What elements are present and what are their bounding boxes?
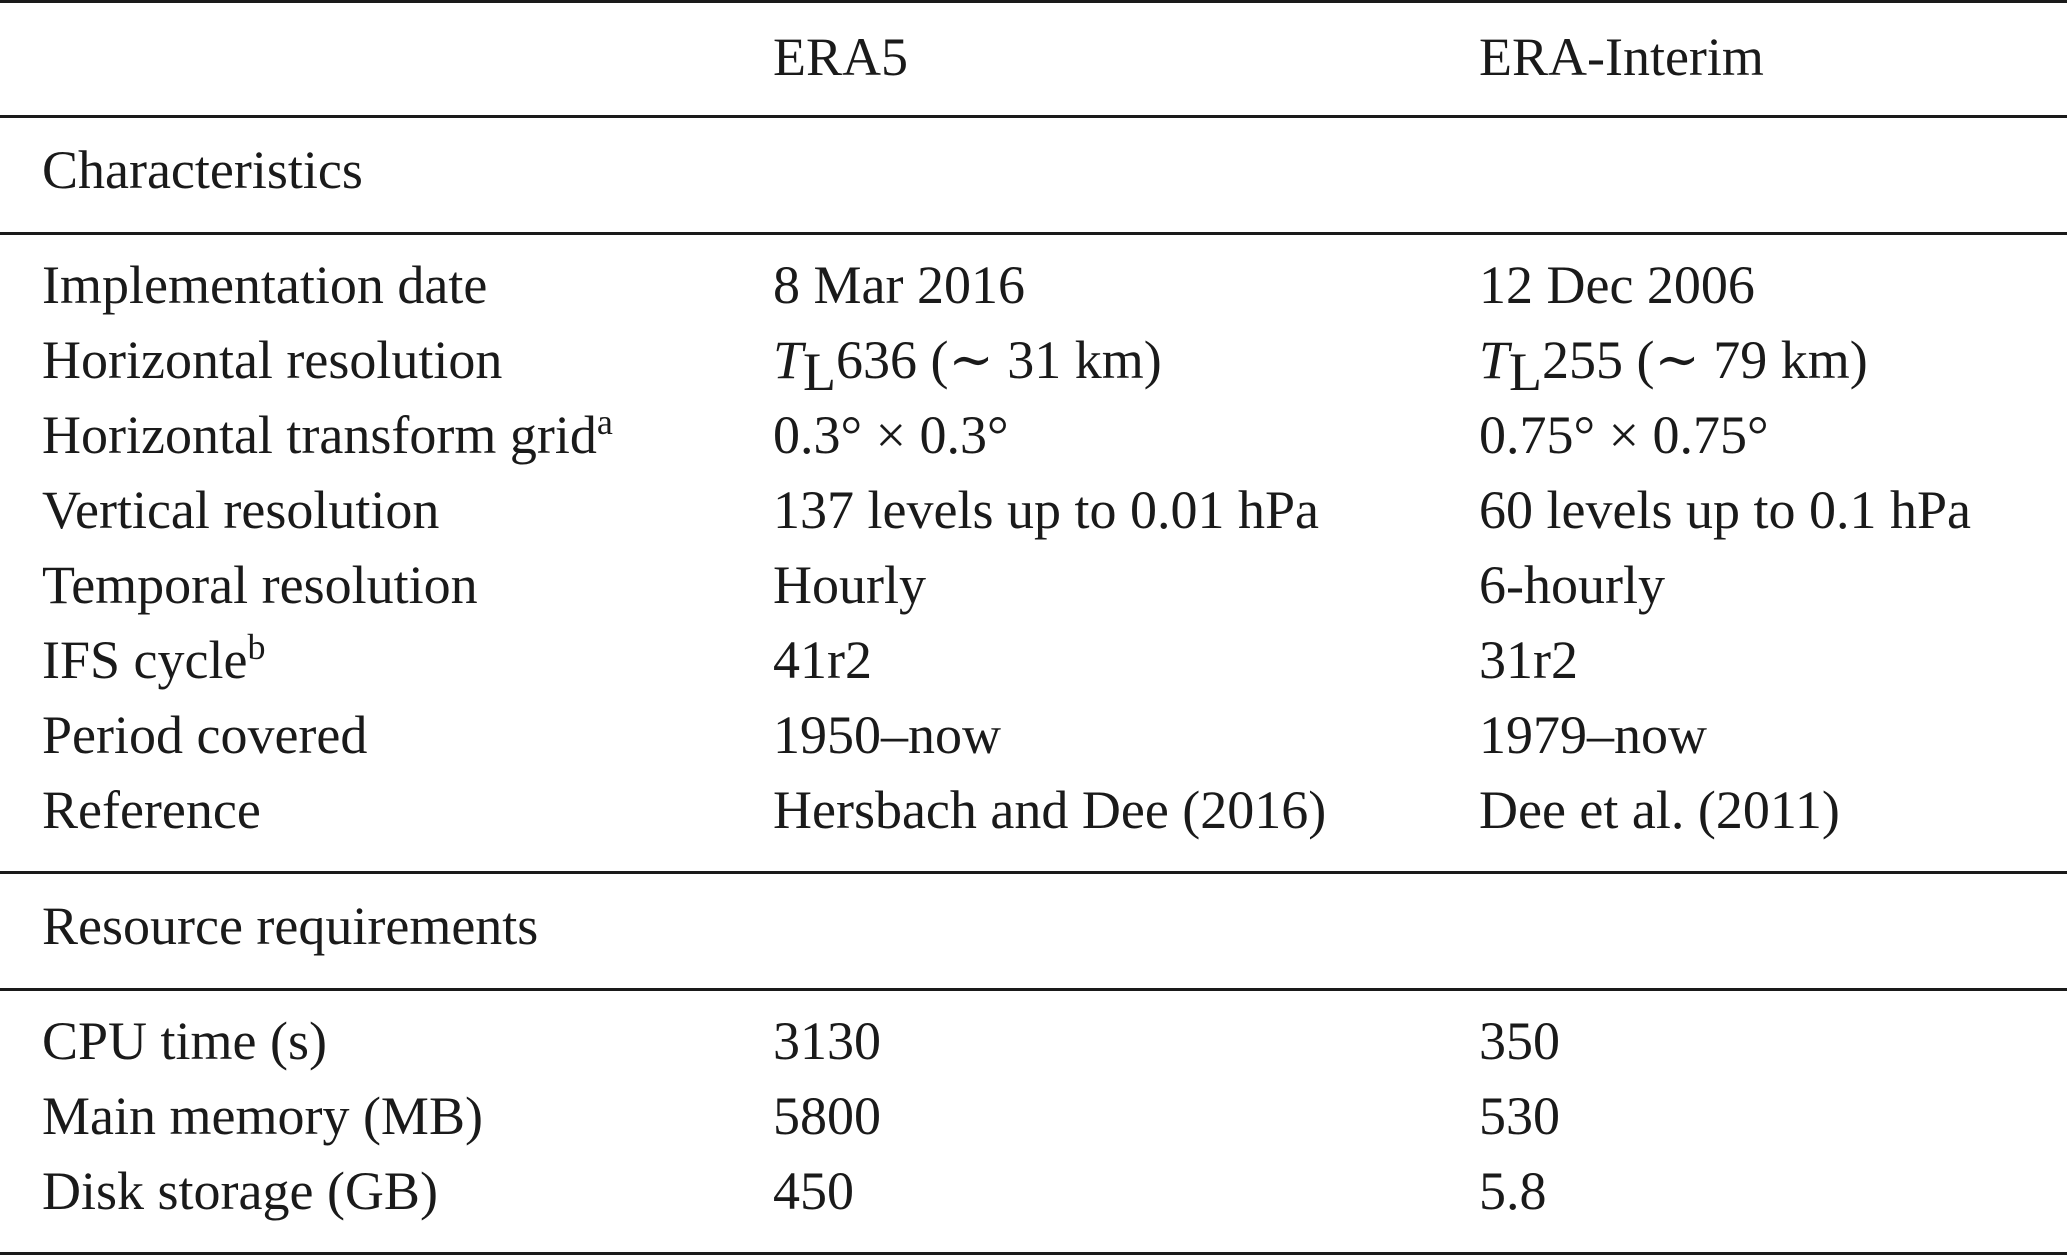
row-label-text: Horizontal transform grid — [42, 405, 597, 465]
table-row — [0, 1004, 2067, 1079]
era5-value: 5800 — [773, 1086, 881, 1146]
header-row — [0, 20, 2067, 95]
era5-L-subscript: L — [803, 342, 837, 402]
table-row — [0, 548, 2067, 623]
era-interim-value: 0.75° × 0.75° — [1479, 405, 1769, 465]
table-row — [0, 398, 2067, 473]
era5-resolution: 636 (∼ 31 km) — [836, 330, 1162, 390]
row-label: Vertical resolution — [42, 480, 440, 540]
era5-value: 450 — [773, 1161, 854, 1221]
era5-value: Hourly — [773, 555, 926, 615]
era5-value: 3130 — [773, 1011, 881, 1071]
row-label: CPU time (s) — [42, 1011, 328, 1071]
section-heading-characteristics — [0, 133, 2067, 208]
era5-value: 0.3° × 0.3° — [773, 405, 1009, 465]
era-interim-value: 60 levels up to 0.1 hPa — [1479, 480, 1971, 540]
table-row — [0, 248, 2067, 323]
table-row — [0, 473, 2067, 548]
table-row — [0, 1079, 2067, 1154]
header-era-interim: ERA-Interim — [1479, 27, 1764, 87]
era5-value: Hersbach and Dee (2016) — [773, 780, 1327, 840]
row-label: Horizontal resolution — [42, 330, 503, 390]
footnote-marker: b — [247, 627, 266, 667]
row-label — [42, 398, 613, 473]
row-label: Temporal resolution — [42, 555, 478, 615]
footnote-marker: a — [596, 402, 613, 442]
era5-value: 8 Mar 2016 — [773, 255, 1025, 315]
table-row — [0, 773, 2067, 848]
row-label: Period covered — [42, 705, 368, 765]
era5-value — [773, 323, 1162, 402]
era5-value: 137 levels up to 0.01 hPa — [773, 480, 1319, 540]
bottom-rule — [0, 1252, 2067, 1255]
era5-T: T — [773, 330, 804, 390]
header-era5: ERA5 — [773, 27, 908, 87]
row-label: Main memory (MB) — [42, 1086, 483, 1146]
era-interim-value: 350 — [1479, 1011, 1560, 1071]
era5-value: 41r2 — [773, 630, 872, 690]
table-row — [0, 1154, 2067, 1229]
section-rule — [0, 871, 2067, 874]
erai-T: T — [1479, 330, 1510, 390]
section-label: Characteristics — [42, 140, 363, 200]
row-label: Implementation date — [42, 255, 488, 315]
top-rule — [0, 0, 2067, 3]
table-row — [0, 623, 2067, 698]
era5-value: 1950–now — [773, 705, 1001, 765]
era-interim-value: Dee et al. (2011) — [1479, 780, 1840, 840]
era-interim-value: 530 — [1479, 1086, 1560, 1146]
era-interim-value: 1979–now — [1479, 705, 1707, 765]
section-rule — [0, 232, 2067, 235]
era-interim-value — [1479, 323, 1868, 402]
table-row — [0, 323, 2067, 402]
section-rule — [0, 988, 2067, 991]
row-label-text: IFS cycle — [42, 630, 248, 690]
table-row — [0, 698, 2067, 773]
header-rule — [0, 115, 2067, 118]
row-label — [42, 623, 265, 698]
era-interim-value: 31r2 — [1479, 630, 1578, 690]
erai-L-subscript: L — [1509, 342, 1543, 402]
era-interim-value: 6-hourly — [1479, 555, 1665, 615]
section-heading-resources — [0, 889, 2067, 964]
era-interim-value: 5.8 — [1479, 1161, 1547, 1221]
row-label: Disk storage (GB) — [42, 1161, 438, 1221]
erai-resolution: 255 (∼ 79 km) — [1542, 330, 1868, 390]
section-label: Resource requirements — [42, 896, 539, 956]
era-interim-value: 12 Dec 2006 — [1479, 255, 1755, 315]
row-label: Reference — [42, 780, 261, 840]
